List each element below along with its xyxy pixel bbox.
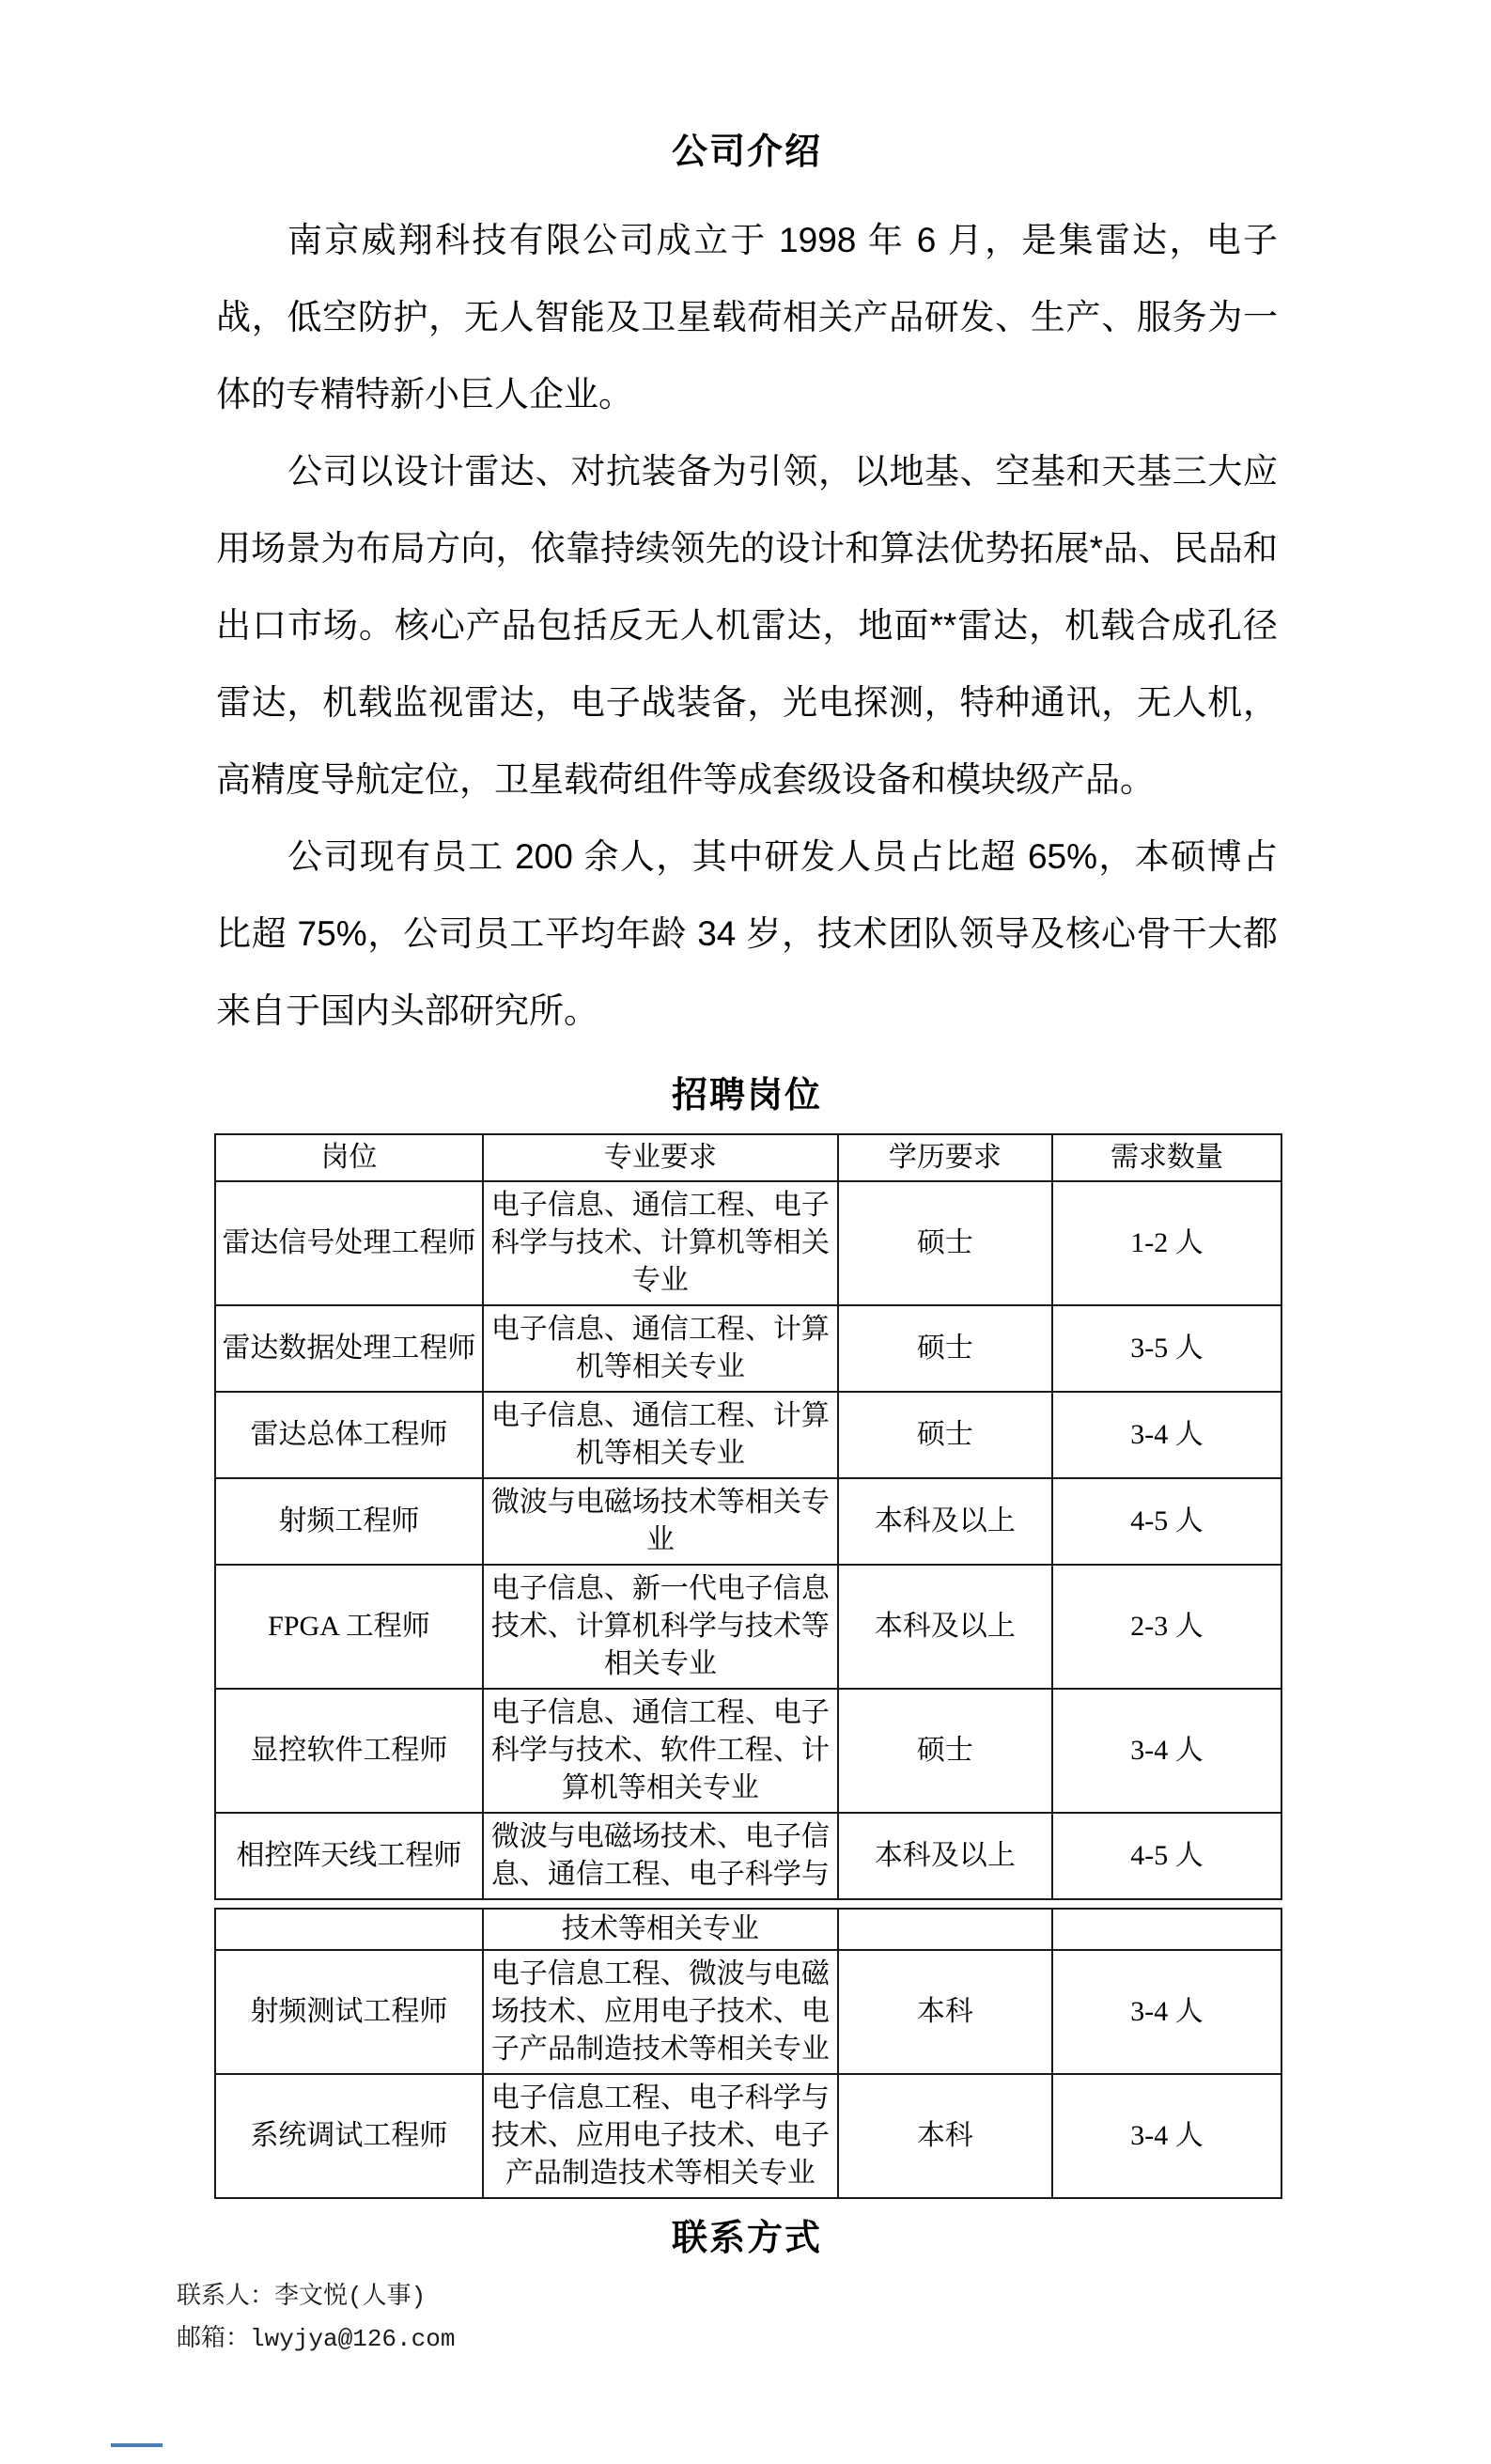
cell-count: 3-4 人 bbox=[1052, 1392, 1281, 1478]
cell-count: 3-5 人 bbox=[1052, 1305, 1281, 1392]
cell-position: 雷达数据处理工程师 bbox=[215, 1305, 483, 1392]
cell-position: 射频测试工程师 bbox=[215, 1950, 483, 2074]
section-title-company-intro: 公司介绍 bbox=[671, 133, 822, 172]
cell-position bbox=[215, 1909, 483, 1950]
table-row-continuation bbox=[215, 1909, 1281, 1950]
cell-degree: 本科 bbox=[838, 2074, 1052, 2198]
table-header-position: 岗位 bbox=[215, 1134, 483, 1181]
cell-count: 4-5 人 bbox=[1052, 1813, 1281, 1899]
cell-degree bbox=[838, 1909, 1052, 1950]
cell-position: 显控软件工程师 bbox=[215, 1689, 483, 1813]
intro-paragraph-1: 南京威翔科技有限公司成立于 1998 年 6 月，是集雷达，电子战，低空防护，无人智能及卫星载荷相关产品研发、生产、服务为一体的专精特新小巨人企业。 bbox=[216, 221, 1278, 413]
cell-count: 1-2 人 bbox=[1052, 1181, 1281, 1305]
cell-position: FPGA 工程师 bbox=[215, 1565, 483, 1689]
intro-paragraph-3: 公司现有员工 200 余人，其中研发人员占比超 65%，本硕博占比超 75%，公司员工平均年龄 34 岁，技术团队领导及核心骨干大都来自于国内头部研究所。 bbox=[216, 837, 1278, 1030]
table-row bbox=[215, 1950, 1281, 2074]
cell-position: 相控阵天线工程师 bbox=[215, 1813, 483, 1899]
section-title-jobs: 招聘岗位 bbox=[671, 1076, 822, 1115]
contact-email-line: 邮箱：lwyjya@126.com bbox=[177, 2325, 456, 2353]
cell-major: 电子信息、通信工程、计算机等相关专业 bbox=[483, 1392, 838, 1478]
cell-major: 技术等相关专业 bbox=[483, 1909, 838, 1950]
cell-count: 4-5 人 bbox=[1052, 1478, 1281, 1565]
cell-degree: 硕士 bbox=[838, 1181, 1052, 1305]
cell-count: 2-3 人 bbox=[1052, 1565, 1281, 1689]
table-row bbox=[215, 1392, 1281, 1478]
table-row bbox=[215, 1689, 1281, 1813]
cell-major: 电子信息、新一代电子信息技术、计算机科学与技术等相关专业 bbox=[483, 1565, 838, 1689]
cell-count: 3-4 人 bbox=[1052, 1689, 1281, 1813]
cell-position: 系统调试工程师 bbox=[215, 2074, 483, 2198]
table-row bbox=[215, 1181, 1281, 1305]
contact-block bbox=[177, 2276, 1278, 2361]
cell-position: 雷达总体工程师 bbox=[215, 1392, 483, 1478]
cell-degree: 硕士 bbox=[838, 1689, 1052, 1813]
cell-major: 电子信息、通信工程、计算机等相关专业 bbox=[483, 1305, 838, 1392]
cell-major: 微波与电磁场技术、电子信息、通信工程、电子科学与 bbox=[483, 1813, 838, 1899]
contact-person-line: 联系人：李文悦(人事) bbox=[177, 2283, 427, 2311]
cell-degree: 本科 bbox=[838, 1950, 1052, 2074]
table-header-row bbox=[215, 1134, 1281, 1181]
intro-paragraph-2: 公司以设计雷达、对抗装备为引领，以地基、空基和天基三大应用场景为布局方向，依靠持续领先的设计和算法优势拓展*品、民品和出口市场。核心产品包括反无人机雷达，地面**雷达，机载合成孔径雷达，机载监视雷达，电子战装备，光电探测，特种通讯，无人机，高精度导航定位，卫星载荷组件等成套级设备和模块级产品。 bbox=[216, 452, 1278, 799]
cell-degree: 硕士 bbox=[838, 1305, 1052, 1392]
cell-major: 电子信息、通信工程、电子科学与技术、软件工程、计算机等相关专业 bbox=[483, 1689, 838, 1813]
cell-major: 电子信息工程、电子科学与技术、应用电子技术、电子产品制造技术等相关专业 bbox=[483, 2074, 838, 2198]
section-title-contact: 联系方式 bbox=[671, 2219, 822, 2258]
table-header-count: 需求数量 bbox=[1052, 1134, 1281, 1181]
cell-count: 3-4 人 bbox=[1052, 1950, 1281, 2074]
cell-major: 微波与电磁场技术等相关专业 bbox=[483, 1478, 838, 1565]
cell-degree: 本科及以上 bbox=[838, 1478, 1052, 1565]
jobs-table-part-1 bbox=[214, 1133, 1282, 1900]
table-row bbox=[215, 1478, 1281, 1565]
cell-position: 射频工程师 bbox=[215, 1478, 483, 1565]
cell-degree: 本科及以上 bbox=[838, 1813, 1052, 1899]
cell-degree: 硕士 bbox=[838, 1392, 1052, 1478]
table-header-major: 专业要求 bbox=[483, 1134, 838, 1181]
table-header-degree: 学历要求 bbox=[838, 1134, 1052, 1181]
table-row bbox=[215, 2074, 1281, 2198]
cell-count bbox=[1052, 1909, 1281, 1950]
jobs-table-part-2 bbox=[214, 1908, 1282, 2199]
table-row bbox=[215, 1305, 1281, 1392]
cell-major: 电子信息工程、微波与电磁场技术、应用电子技术、电子产品制造技术等相关专业 bbox=[483, 1950, 838, 2074]
cell-count: 3-4 人 bbox=[1052, 2074, 1281, 2198]
cell-degree: 本科及以上 bbox=[838, 1565, 1052, 1689]
cell-position: 雷达信号处理工程师 bbox=[215, 1181, 483, 1305]
cell-major: 电子信息、通信工程、电子科学与技术、计算机等相关专业 bbox=[483, 1181, 838, 1305]
table-row bbox=[215, 1813, 1281, 1899]
page-bottom-blue-mark bbox=[111, 2443, 163, 2447]
document-content bbox=[177, 0, 1278, 2361]
table-row bbox=[215, 1565, 1281, 1689]
